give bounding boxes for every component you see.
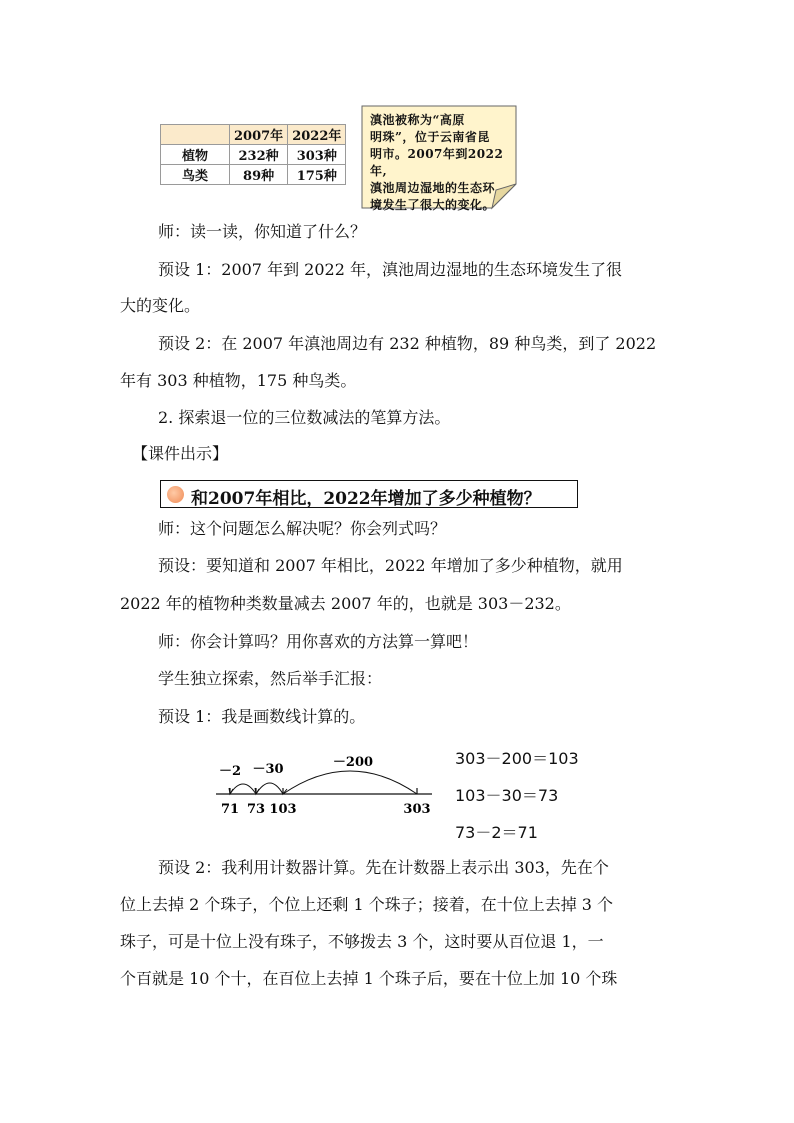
note-line: 境发生了很大的变化。 — [370, 198, 496, 212]
paragraph: 预设：要知道和 2007 年相比，2022 年增加了多少种植物，就用 — [158, 556, 623, 575]
paragraph: 珠子，可是十位上没有珠子，不够拨去 3 个，这时要从百位退 1，一 — [120, 932, 604, 951]
equation: 303－200＝103 — [455, 749, 579, 768]
jump-label: －2 — [218, 764, 242, 779]
paragraph: 大的变化。 — [120, 296, 201, 315]
question-box — [160, 480, 578, 508]
question-text: 和2007年相比，2022年增加了多少种植物？ — [191, 489, 541, 509]
paragraph: 预设 1：2007 年到 2022 年，滇池周边湿地的生态环境发生了很 — [158, 260, 622, 279]
table-cell: 175种 — [288, 165, 346, 185]
paragraph: 学生独立探索，然后举手汇报： — [158, 669, 383, 688]
table-header — [161, 125, 230, 145]
table-cell: 植物 — [161, 145, 230, 165]
note-line: 滇池周边湿地的生态环 — [370, 181, 496, 195]
paragraph: 师：读一读，你知道了什么？ — [158, 222, 367, 241]
table-cell: 鸟类 — [161, 165, 230, 185]
paragraph: 2. 探索退一位的三位数减法的笔算方法。 — [158, 408, 451, 427]
jump-label: －30 — [252, 762, 284, 777]
table-header: 2022年 — [288, 125, 346, 145]
orange-dot-icon — [167, 486, 184, 503]
note-text — [370, 112, 516, 214]
tick-label: 71 — [220, 802, 240, 817]
paragraph: 个百就是 10 个十，在百位上去掉 1 个珠子后，要在十位上加 10 个珠 — [120, 969, 618, 988]
paragraph: 【课件出示】 — [132, 444, 229, 463]
table-header: 2007年 — [230, 125, 288, 145]
tick-label: 103 — [269, 802, 297, 817]
paragraph: 师：你会计算吗？用你喜欢的方法算一算吧！ — [158, 632, 479, 651]
table-row — [161, 145, 346, 165]
table-row — [161, 165, 346, 185]
paragraph: 预设 1：我是画数线计算的。 — [158, 707, 366, 726]
tick-label: 303 — [403, 802, 431, 817]
paragraph: 2022 年的植物种类数量减去 2007 年的，也就是 303－232。 — [120, 594, 571, 613]
paragraph: 师：这个问题怎么解决呢？你会列式吗？ — [158, 519, 447, 538]
paragraph: 位上去掉 2 个珠子，个位上还剩 1 个珠子；接着，在十位上去掉 3 个 — [120, 895, 614, 914]
equation: 103－30＝73 — [455, 786, 559, 805]
equation: 73－2＝71 — [455, 823, 538, 842]
data-table — [160, 124, 346, 185]
note-line: 明市。2007年到2022年, — [370, 147, 504, 178]
table-cell: 232种 — [230, 145, 288, 165]
note-line: 明珠”，位于云南省昆 — [370, 130, 490, 144]
note-line: 滇池被称为“高原 — [370, 113, 465, 127]
paragraph: 预设 2：我利用计数器计算。先在计数器上表示出 303，先在个 — [158, 858, 609, 877]
paragraph: 预设 2：在 2007 年滇池周边有 232 种植物，89 种鸟类，到了 2022 — [158, 334, 657, 353]
table-cell: 89种 — [230, 165, 288, 185]
table-cell: 303种 — [288, 145, 346, 165]
jump-arc — [283, 771, 417, 794]
number-line — [210, 748, 440, 820]
jump-label: －200 — [332, 755, 374, 770]
sticky-note — [360, 104, 518, 212]
paragraph: 年有 303 种植物，175 种鸟类。 — [120, 371, 357, 390]
jump-arc — [230, 784, 256, 794]
jump-arc — [256, 783, 283, 794]
tick-label: 73 — [246, 802, 266, 817]
